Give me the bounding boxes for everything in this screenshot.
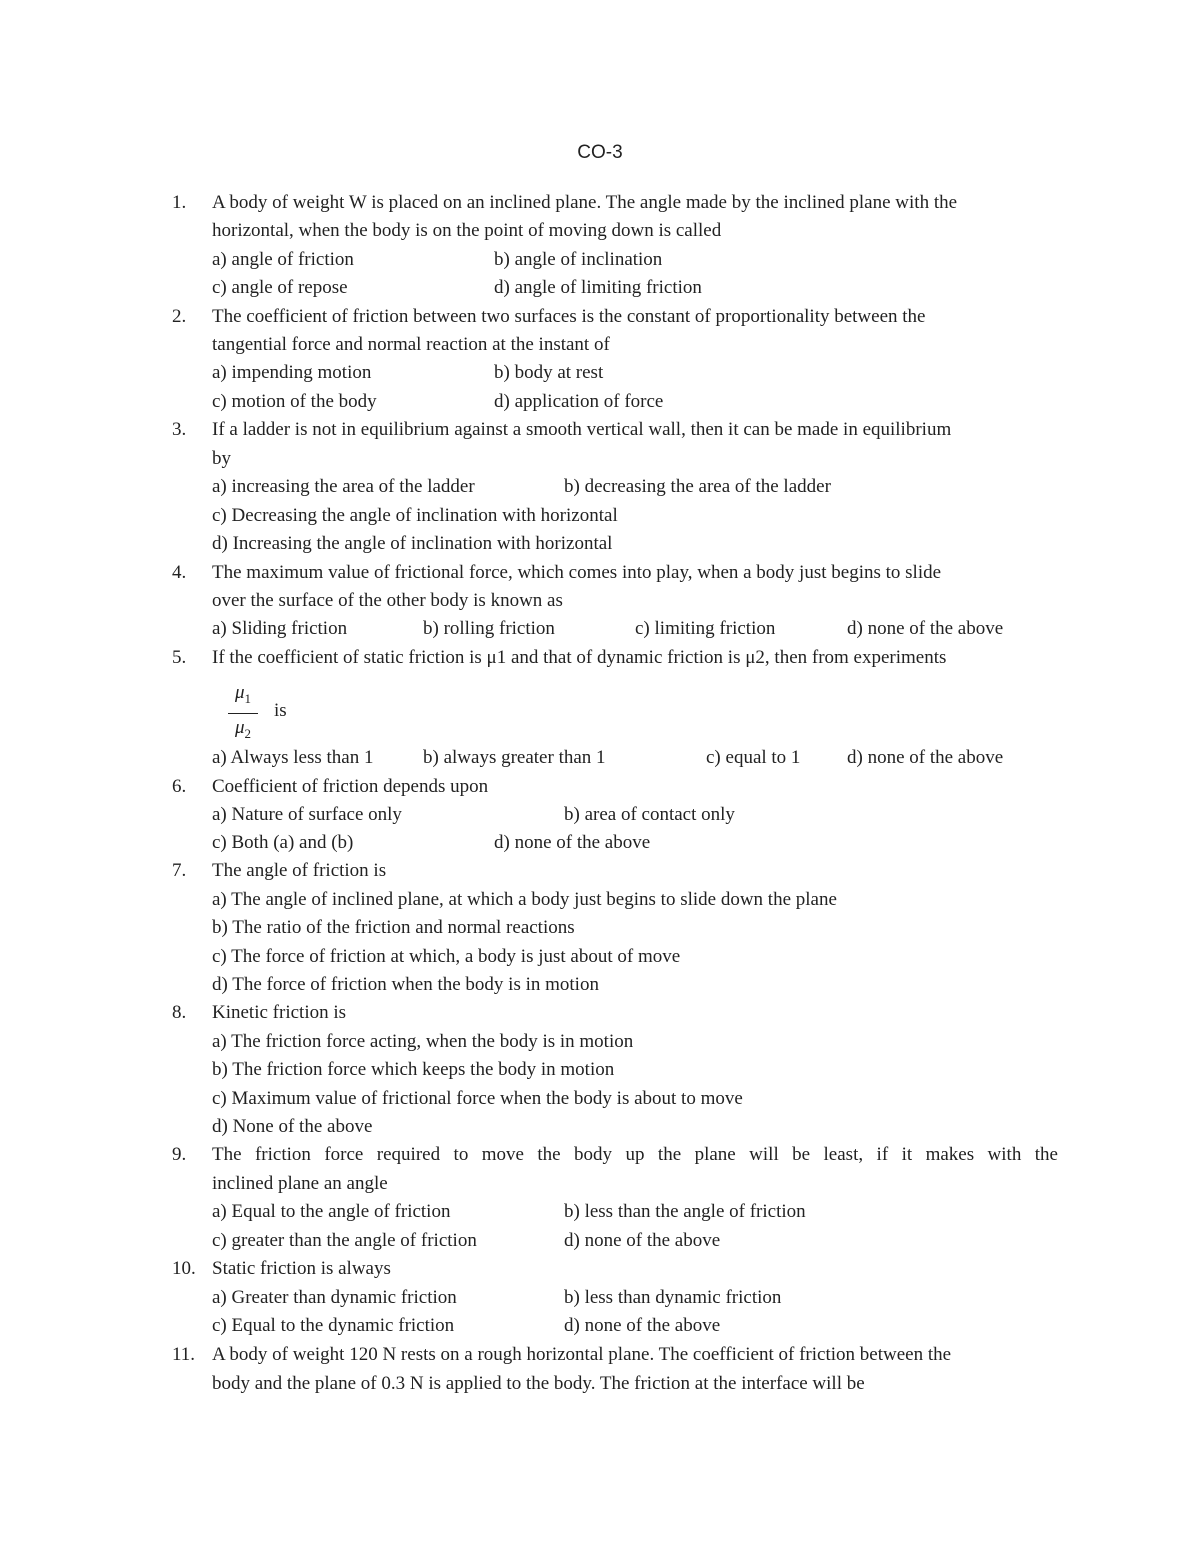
question-1-option-d: d) angle of limiting friction	[494, 277, 702, 298]
question-9-option-a: a) Equal to the angle of friction	[212, 1201, 451, 1222]
question-3-option-b: b) decreasing the area of the ladder	[564, 476, 831, 497]
question-10-text-line-1: Static friction is always	[212, 1258, 391, 1279]
question-6-option-c: c) Both (a) and (b)	[212, 832, 354, 853]
question-7-option-b: b) The ratio of the friction and normal reactions	[212, 917, 575, 938]
question-4-option-d: d) none of the above	[847, 618, 1004, 639]
question-7-option-c: c) The force of friction at which, a body is just about of move	[212, 946, 681, 967]
question-5-number: 5.	[172, 647, 187, 668]
question-7-option-d: d) The force of friction when the body is in motion	[212, 974, 599, 995]
question-1-option-b: b) angle of inclination	[494, 249, 663, 270]
page-title: CO-3	[577, 142, 623, 163]
question-4-option-b: b) rolling friction	[423, 618, 555, 639]
question-3-number: 3.	[172, 419, 187, 440]
question-9-option-b: b) less than the angle of friction	[564, 1201, 806, 1222]
fraction-denominator-subscript: 2	[244, 725, 252, 741]
question-8-text-line-1: Kinetic friction is	[212, 1002, 347, 1023]
question-5-text-line-1: If the coefficient of static friction is μ1 and that of dynamic friction is μ2, then from experiments	[212, 647, 947, 668]
question-1-option-a: a) angle of friction	[212, 249, 354, 270]
question-8-number: 8.	[172, 1002, 187, 1023]
question-10-number: 10.	[172, 1258, 196, 1279]
question-2-option-d: d) application of force	[494, 391, 664, 412]
question-6-text-line-1: Coefficient of friction depends upon	[212, 776, 489, 797]
question-10-option-c: c) Equal to the dynamic friction	[212, 1315, 455, 1336]
question-6-option-b: b) area of contact only	[564, 804, 735, 825]
question-10-option-a: a) Greater than dynamic friction	[212, 1287, 457, 1308]
question-1-text-line-2: horizontal, when the body is on the point of moving down is called	[212, 220, 722, 241]
question-3-option-a: a) increasing the area of the ladder	[212, 476, 475, 497]
question-11-text-line-1: A body of weight 120 N rests on a rough horizontal plane. The coefficient of friction between the	[212, 1344, 952, 1365]
question-4-text-line-2: over the surface of the other body is known as	[212, 590, 563, 611]
question-2-option-c: c) motion of the body	[212, 391, 377, 412]
fraction-numerator: μ	[234, 682, 245, 703]
question-5-option-d: d) none of the above	[847, 747, 1004, 768]
question-9-option-c: c) greater than the angle of friction	[212, 1230, 477, 1251]
question-2-option-a: a) impending motion	[212, 362, 372, 383]
fraction-denominator: μ	[234, 716, 245, 738]
question-1-option-c: c) angle of repose	[212, 277, 348, 298]
question-5-option-a: a) Always less than 1	[212, 747, 374, 768]
fraction-numerator-subscript: 1	[244, 690, 252, 706]
question-3-option-d: d) Increasing the angle of inclination with horizontal	[212, 533, 613, 554]
question-9-text-line-1: The friction force required to move the body up the plane will be least, if it makes with the	[212, 1144, 1058, 1165]
question-2-number: 2.	[172, 306, 187, 327]
question-4-text-line-1: The maximum value of frictional force, which comes into play, when a body just begins to slide	[212, 562, 942, 583]
fraction-bar	[228, 713, 258, 714]
question-5-option-b: b) always greater than 1	[423, 747, 606, 768]
question-2-option-b: b) body at rest	[494, 362, 604, 383]
question-2-text-line-1: The coefficient of friction between two surfaces is the constant of proportionality between the	[212, 306, 926, 327]
question-8-option-a: a) The friction force acting, when the body is in motion	[212, 1031, 634, 1052]
question-10-option-d: d) none of the above	[564, 1315, 721, 1336]
question-6-number: 6.	[172, 776, 187, 797]
question-4-number: 4.	[172, 562, 187, 583]
question-5-option-c: c) equal to 1	[706, 747, 801, 768]
question-11-number: 11.	[172, 1344, 196, 1365]
mu-ratio-fraction	[226, 681, 260, 746]
question-6-option-a: a) Nature of surface only	[212, 804, 402, 825]
question-3-text-line-2: by	[212, 448, 231, 469]
question-4-option-a: a) Sliding friction	[212, 618, 348, 639]
question-7-number: 7.	[172, 860, 187, 881]
question-5-fraction-suffix: is	[274, 700, 287, 721]
question-7-text-line-1: The angle of friction is	[212, 860, 387, 881]
question-8-option-b: b) The friction force which keeps the body in motion	[212, 1059, 615, 1080]
question-8-option-d: d) None of the above	[212, 1116, 373, 1137]
question-9-text-line-2: inclined plane an angle	[212, 1173, 388, 1194]
question-2-text-line-2: tangential force and normal reaction at the instant of	[212, 334, 610, 355]
question-4-option-c: c) limiting friction	[635, 618, 776, 639]
question-6-option-d: d) none of the above	[494, 832, 651, 853]
question-1-number: 1.	[172, 192, 187, 213]
question-8-option-c: c) Maximum value of frictional force when the body is about to move	[212, 1088, 743, 1109]
question-1-text-line-1: A body of weight W is placed on an inclined plane. The angle made by the inclined plane with the	[212, 192, 958, 213]
question-7-option-a: a) The angle of inclined plane, at which a body just begins to slide down the plane	[212, 889, 837, 910]
question-9-option-d: d) none of the above	[564, 1230, 721, 1251]
question-11-text-line-2: body and the plane of 0.3 N is applied to the body. The friction at the interface will be	[212, 1373, 865, 1394]
question-3-text-line-1: If a ladder is not in equilibrium against a smooth vertical wall, then it can be made in equilibrium	[212, 419, 952, 440]
question-10-option-b: b) less than dynamic friction	[564, 1287, 782, 1308]
question-3-option-c: c) Decreasing the angle of inclination with horizontal	[212, 505, 618, 526]
question-9-number: 9.	[172, 1144, 187, 1165]
